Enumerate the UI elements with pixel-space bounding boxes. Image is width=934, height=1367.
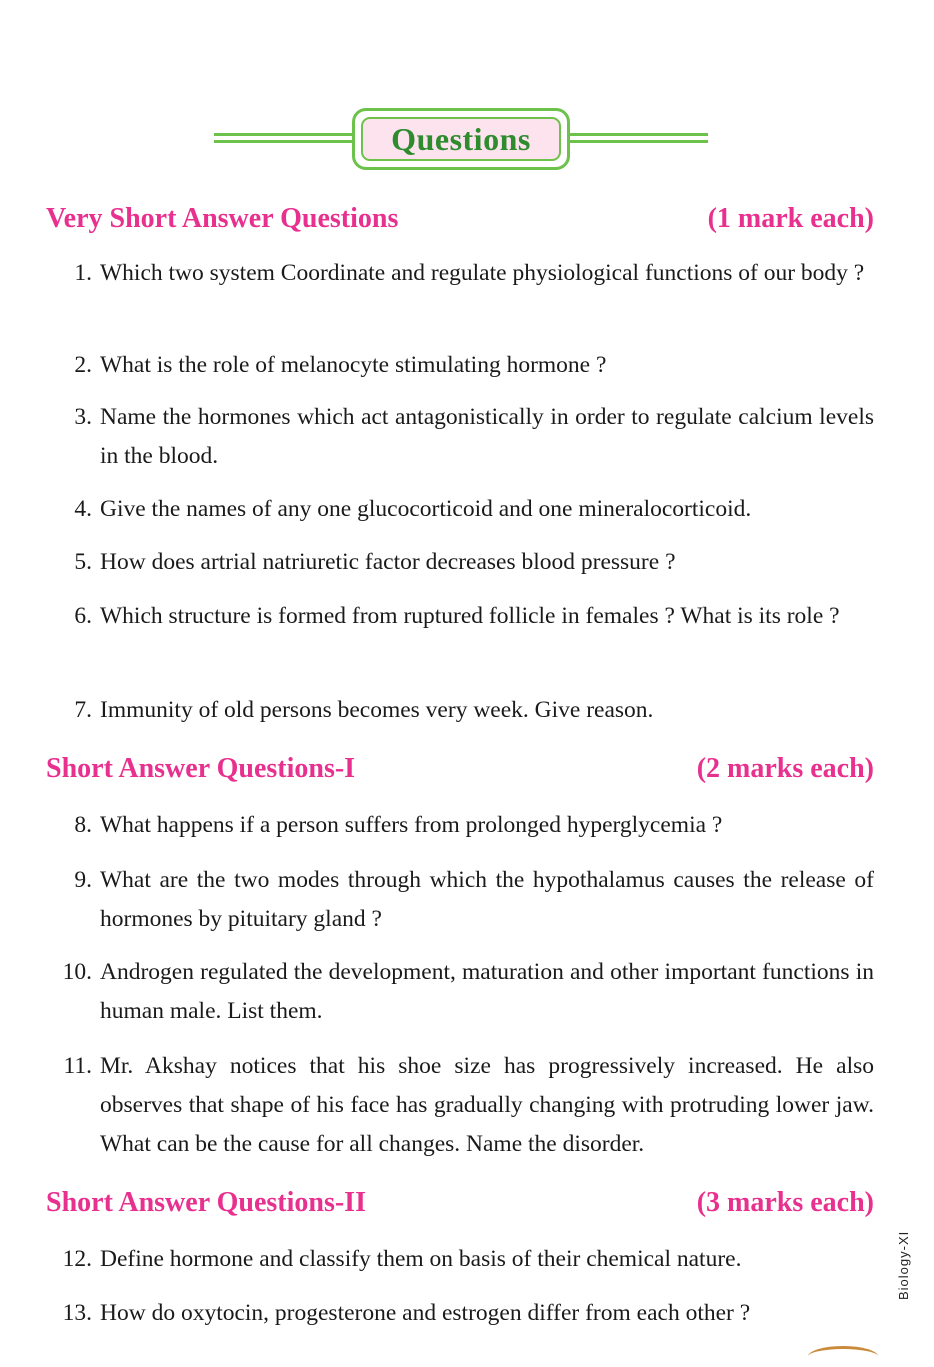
question-number: 3. bbox=[74, 404, 92, 430]
question-text: Immunity of old persons becomes very week. Give reason. bbox=[100, 697, 654, 723]
question-item bbox=[48, 1047, 874, 1164]
question-number: 11. bbox=[63, 1053, 92, 1079]
question-text: How do oxytocin, progesterone and estrogen differ from each other ? bbox=[100, 1300, 751, 1326]
section-marks: (2 marks each) bbox=[696, 753, 874, 784]
question-number: 1. bbox=[74, 260, 92, 286]
question-text: Mr. Akshay notices that his shoe size has progressively increased. He also observes that shape of his face has gradually changing with protruding lower jaw. What can be the cause for all changes. Name the disorder. bbox=[100, 1053, 874, 1157]
question-text: Name the hormones which act antagonistically in order to regulate calcium levels in the blood. bbox=[100, 404, 874, 469]
question-item bbox=[48, 1294, 874, 1333]
question-item bbox=[48, 861, 874, 939]
title-rule-left bbox=[214, 133, 354, 143]
question-item bbox=[48, 691, 874, 730]
section-marks: (3 marks each) bbox=[696, 1187, 874, 1218]
question-number: 4. bbox=[74, 496, 92, 522]
title-rule-right bbox=[568, 133, 708, 143]
question-number: 12. bbox=[62, 1246, 92, 1272]
question-number: 10. bbox=[62, 959, 92, 985]
section-title: Short Answer Questions-I bbox=[46, 753, 356, 784]
question-text: Which two system Coordinate and regulate physiological functions of our body ? bbox=[100, 260, 865, 286]
question-text: Androgen regulated the development, maturation and other important functions in human male. List them. bbox=[100, 959, 874, 1024]
question-item bbox=[48, 953, 874, 1031]
question-item bbox=[48, 254, 874, 293]
question-text: How does artrial natriuretic factor decreases blood pressure ? bbox=[100, 549, 676, 575]
page-title: Questions bbox=[361, 117, 561, 161]
questions-title-banner bbox=[214, 108, 708, 172]
question-number: 7. bbox=[74, 697, 92, 723]
section-title: Short Answer Questions-II bbox=[46, 1187, 366, 1218]
question-item bbox=[48, 1240, 874, 1279]
section-heading-short-ii bbox=[46, 1183, 874, 1223]
section-marks: (1 mark each) bbox=[707, 203, 874, 234]
question-item bbox=[48, 398, 874, 476]
question-text: What is the role of melanocyte stimulating hormone ? bbox=[100, 352, 607, 378]
section-heading-very-short bbox=[46, 199, 874, 239]
question-text: What happens if a person suffers from prolonged hyperglycemia ? bbox=[100, 812, 723, 838]
question-text: What are the two modes through which the hypothalamus causes the release of hormones by pituitary gland ? bbox=[100, 867, 874, 932]
side-running-header: Biology-XI bbox=[896, 1230, 911, 1300]
corner-ornament bbox=[808, 1346, 878, 1367]
question-item bbox=[48, 597, 874, 636]
question-item bbox=[48, 346, 874, 385]
question-number: 6. bbox=[74, 603, 92, 629]
question-item bbox=[48, 806, 874, 845]
question-text: Define hormone and classify them on basis of their chemical nature. bbox=[100, 1246, 742, 1272]
question-number: 5. bbox=[74, 549, 92, 575]
question-text: Give the names of any one glucocorticoid and one mineralocorticoid. bbox=[100, 496, 752, 522]
question-number: 9. bbox=[74, 867, 92, 893]
question-text: Which structure is formed from ruptured follicle in females ? What is its role ? bbox=[100, 603, 840, 629]
section-title: Very Short Answer Questions bbox=[46, 203, 399, 234]
question-item bbox=[48, 490, 874, 529]
question-number: 13. bbox=[62, 1300, 92, 1326]
title-frame bbox=[352, 108, 570, 170]
question-item bbox=[48, 543, 874, 582]
question-number: 2. bbox=[74, 352, 92, 378]
question-number: 8. bbox=[74, 812, 92, 838]
section-heading-short-i bbox=[46, 749, 874, 789]
